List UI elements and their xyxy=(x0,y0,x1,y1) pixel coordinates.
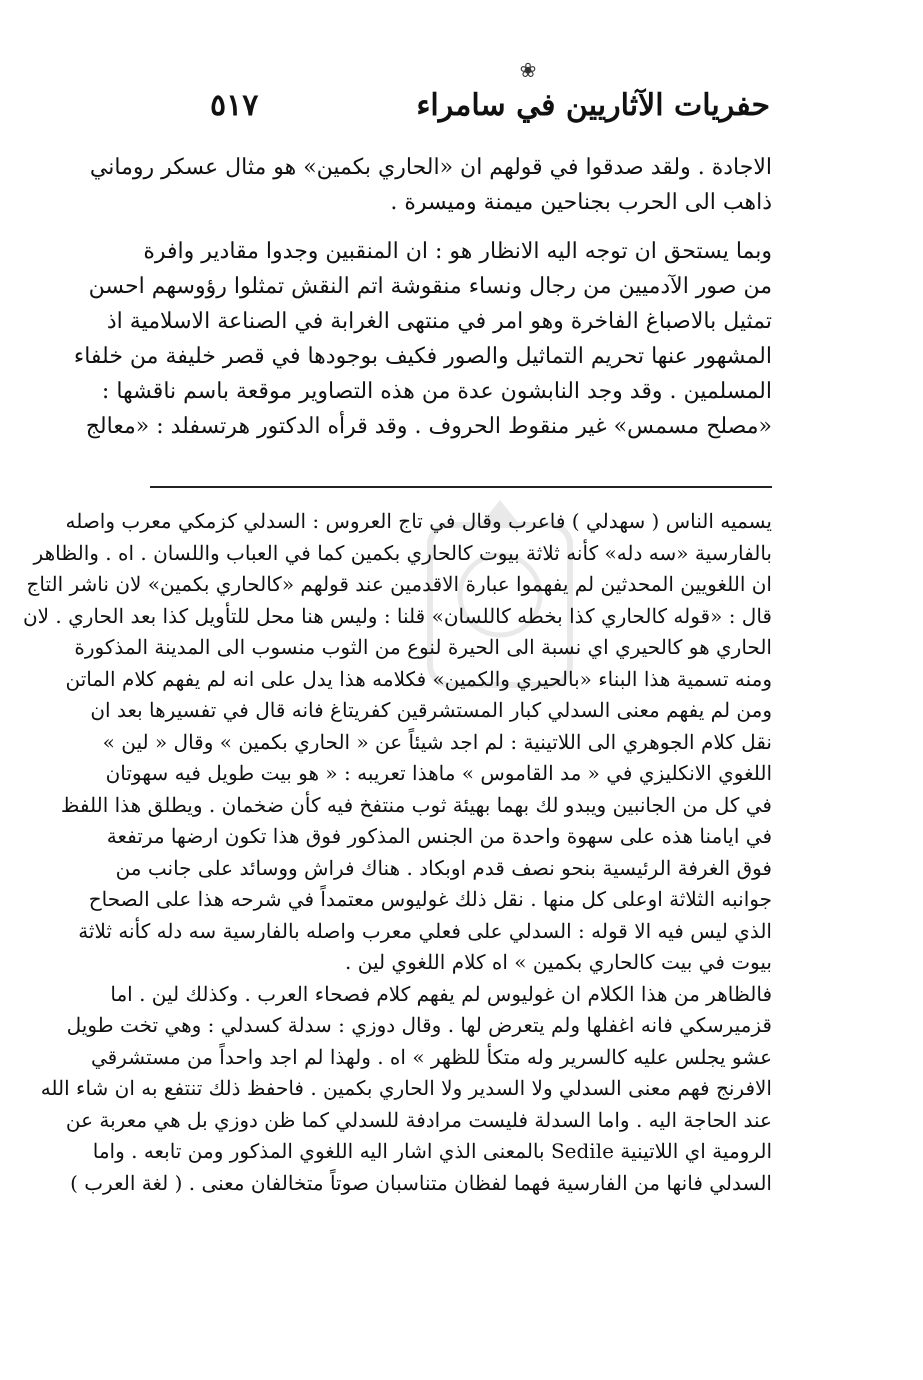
footnote-divider xyxy=(150,486,772,488)
running-title: حفريات الآثاريين في سامراء xyxy=(416,88,770,123)
main-line: المشهور عنها تحريم التماثيل والصور فكيف بوجودها في قصر خليفة من خلفاء xyxy=(73,344,772,369)
main-line: «مصلح مسمس» غير منقوط الحروف . وقد قرأه الدكتور هرتسفلد : «معالج xyxy=(85,414,772,439)
footnotes xyxy=(22,506,772,1199)
footnote-line: الذي ليس فيه الا قوله : السدلي على فعلي معرب واصله بالفارسية سه دله كأنه ثلاثة xyxy=(78,918,772,943)
main-line: المسلمين . وقد وجد النابشون عدة من هذه التصاوير موقعة باسم ناقشها : xyxy=(101,379,772,404)
footnote-line: بيوت في بيت كالحاري بكمين » اه كلام اللغوي لين . xyxy=(345,950,772,974)
footnote-line: في ايامنا هذه على سهوة واحدة من الجنس المذكور فوق هذا تكون ارضها مرتفعة xyxy=(106,824,772,848)
main-line: من صور الآدميين من رجال ونساء منقوشة اتم النقش تمثلوا رؤوسهم احسن xyxy=(88,274,772,299)
page-number: ٥١٧ xyxy=(210,88,259,123)
main-line: تمثيل بالاصباغ الفاخرة وهو امر في منتهى الغرابة في الصناعة الاسلامية اذ xyxy=(106,309,772,334)
main-line: الاجادة . ولقد صدقوا في قولهم ان «الحاري بكمين» هو مثال عسكر روماني xyxy=(89,155,772,180)
footnote-line: جوانبه الثلاثة اوعلى كل منها . نقل ذلك غوليوس معتمداً في شرحه هذا على الصحاح xyxy=(88,887,772,911)
footnote-line: في كل من الجانبين ويبدو لك بهما بهيئة ثوب منتفخ فيه كأن ضخمان . ويطلق هذا اللفظ xyxy=(60,792,772,817)
footnote-line: عشو يجلس عليه كالسرير وله متكأ للظهر » اه . ولهذا لم اجد واحداً من مستشرقي xyxy=(90,1044,772,1069)
footnote-line: ان اللغويين المحدثين لم يفهموا عبارة الاقدمين عند قولهم «كالحاري بكمين» لان ناشر التاج xyxy=(26,572,772,596)
footnote-line: ومن لم يفهم معنى السدلي كبار المستشرقين كفريتاغ فانه قال في تفسيرها بعد ان xyxy=(90,698,772,722)
footnote-line: يسميه الناس ( سهدلي ) فاعرب وقال في تاج العروس : السدلي كزمكي معرب واصله xyxy=(65,509,772,533)
footnote-line: الرومية اي اللاتينية Sedile بالمعنى الذي اشار اليه اللغوي المذكور ومن تابعه . واما xyxy=(92,1139,772,1163)
footnote-line: فوق الغرفة الرئيسية بنحو نصف قدم اوبكاد . هناك فراش ووسائد على جانب من xyxy=(115,855,772,880)
main-text xyxy=(73,150,772,444)
header-ornament: ❀ xyxy=(519,58,537,82)
footnote-line: نقل كلام الجوهري الى اللاتينية : لم اجد شيئاً عن « الحاري بكمين » وقال « لين » xyxy=(102,729,772,754)
footnote-line: قال : «قوله كالحاري كذا بخطه كاللسان» قلنا : وليس هنا محل للتأويل كذا بعد الحاري . لان xyxy=(22,603,772,628)
footnote-line: الحاري هو كالحيري اي نسبة الى الحيرة لنوع من الثوب منسوب الى المدينة المذكورة xyxy=(74,635,772,659)
footnote-line: بالفارسية «سه دله» كأنه ثلاثة بيوت كالحاري بكمين كما في العباب واللسان . اه . والظاهر xyxy=(33,540,772,565)
main-line: ذاهب الى الحرب بجناحين ميمنة وميسرة . xyxy=(390,190,772,215)
footnote-line: ومنه تسمية هذا البناء «بالحيري والكمين» فكلامه هذا يدل على انه لم يفهم كلام الماتن xyxy=(65,666,772,691)
footnote-line: فالظاهر من هذا الكلام ان غوليوس لم يفهم كلام فصحاء العرب . وكذلك لين . اما xyxy=(110,981,772,1006)
page-header xyxy=(150,86,770,126)
footnote-line: الافرنج فهم معنى السدلي ولا السدير ولا الحاري بكمين . فاحفظ ذلك تنتفع به ان شاء الله xyxy=(40,1076,772,1100)
footnote-line: السدلي فانها من الفارسية فهما لفظان متناسبان صوتاً متخالفان معنى . ( لغة العرب ) xyxy=(70,1170,772,1195)
footnote-line: اللغوي الانكليزي في « مد القاموس » ماهذا تعريبه : « هو بيت طويل فيه سهوتان xyxy=(105,761,772,785)
main-line: وبما يستحق ان توجه اليه الانظار هو : ان المنقبين وجدوا مقادير وافرة xyxy=(143,239,772,264)
footnote-line: قزميرسكي فانه اغفلها ولم يتعرض لها . وقال دوزي : سدلة كسدلي : وهي تخت طويل xyxy=(66,1013,772,1037)
footnote-line: عند الحاجة اليه . واما السدلة فليست مرادفة للسدلي كما ظن دوزي بل هي معربة عن xyxy=(65,1107,772,1132)
